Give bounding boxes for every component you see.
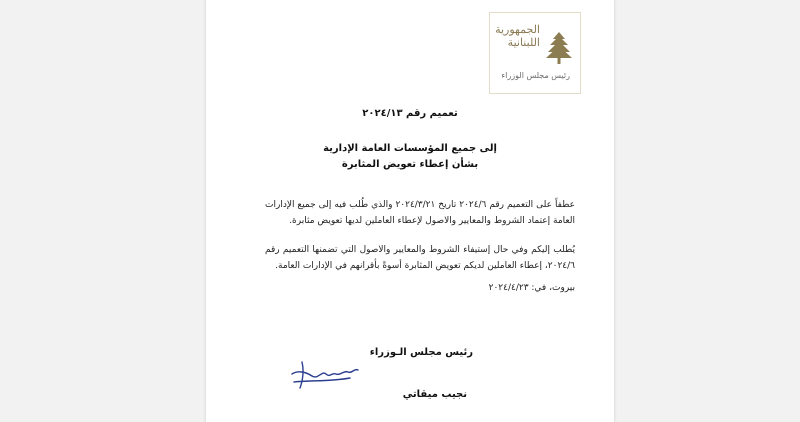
letterhead-caption: رئيس مجلس الوزراء [501,71,570,80]
letterhead-name-line-2: اللبنانية [507,36,540,49]
page-edge-left [205,0,206,422]
letterhead-name-line-1: الجمهورية [495,23,540,36]
circular-number: تعميم رقم ٢٠٢٤/١٣ [362,108,458,119]
letterhead-name [494,23,540,49]
letterhead-logo [489,12,581,94]
page-edge-right [614,0,615,422]
document-page [205,0,615,422]
circular-addressee: إلى جميع المؤسسات العامة الإدارية [323,143,497,154]
handwritten-signature [288,360,368,392]
body-paragraph-2: يُطلب إليكم وفي حال إستيفاء الشروط والمعايير والاصول التي تضمنها التعميم رقم ٢٠٢٤/٦، إعطاء العاملين لديكم تعويض المثابرة أسوةً بأقرانهم في الإدارات العامة. [265,245,575,271]
signatory-name: نجيب ميقاتي [402,389,467,400]
circular-subject: بشأن إعطاء تعويض المثابرة [341,159,479,170]
cedar-icon [546,31,572,65]
date-line: بيروت، في: ٢٠٢٤/٤/٢٣ [488,283,575,293]
signatory-title: رئيس مجلس الـوزراء [369,347,473,358]
body-paragraph-1: عطفاً على التعميم رقم ٢٠٢٤/٦ تاريخ ٢٠٢٤/٣/٢١ والذي طُلب فيه إلى جميع الإدارات العامة إعتماد الشروط والمعايير والاصول لإعطاء العاملين لديها تعويض مثابرة. [265,200,575,226]
